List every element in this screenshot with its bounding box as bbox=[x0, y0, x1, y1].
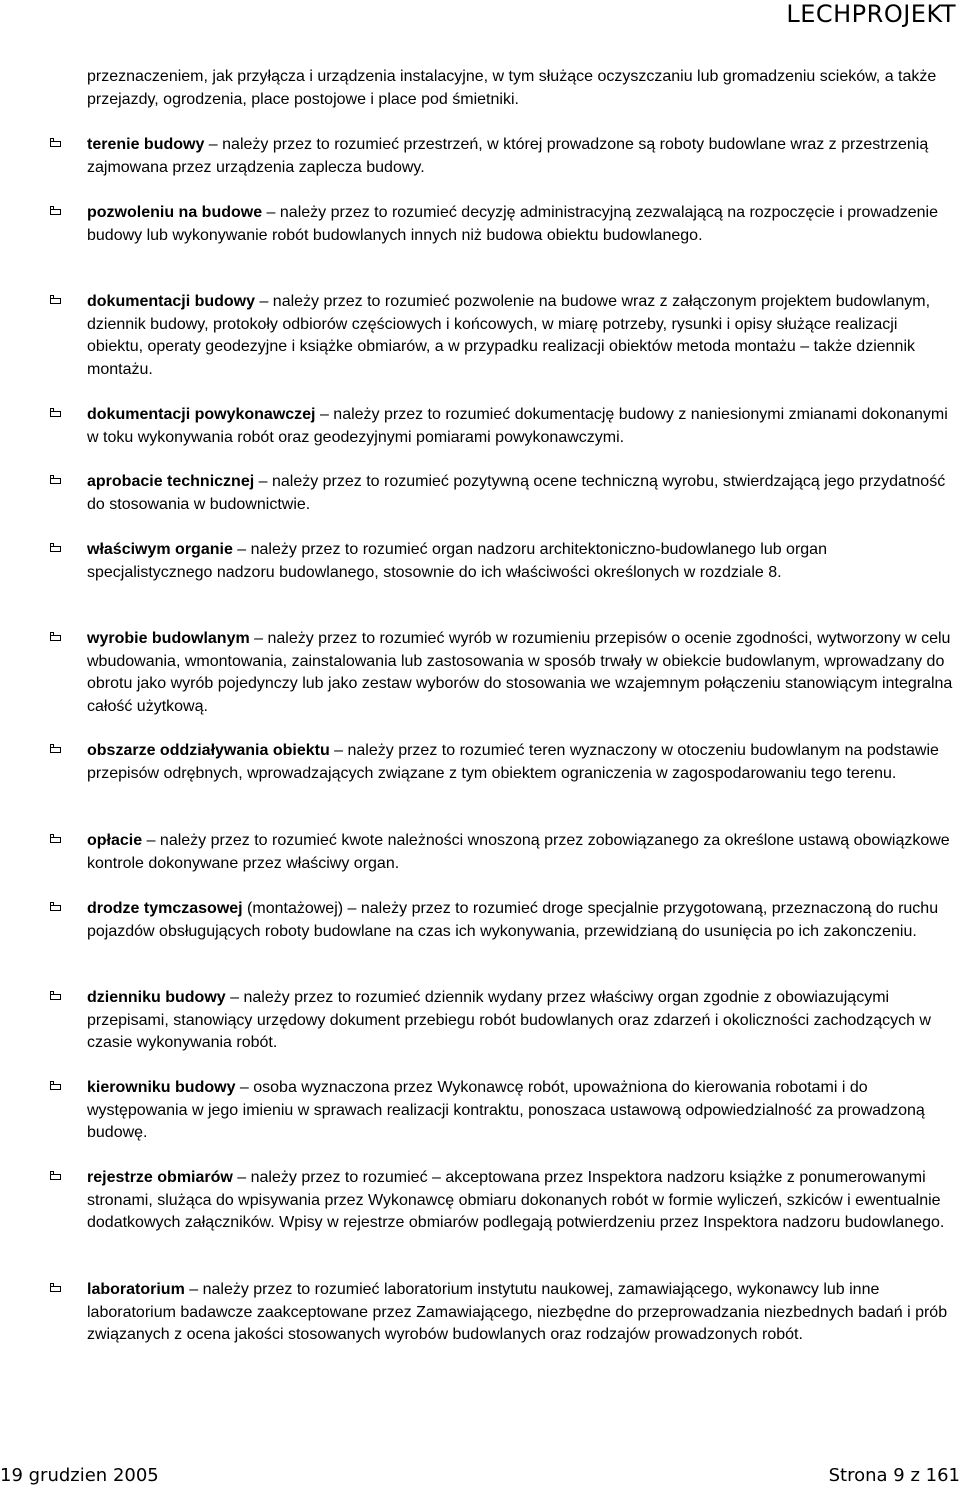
definition-body: – należy przez to rozumieć wyrób w rozumieniu przepisów o ocenie zgodności, wytworzony w celu wbudowania, wmontowania, zainstalowania lub zastosowania w sposób trwały w obiekcie budowlanym, wprowadzany do obrotu jako wyrób pojedynczy lub jako zestaw wyborów do stosowania we wzajemnym połączeniu stanowiącym integralna całość użytkową. bbox=[87, 630, 953, 715]
intro-paragraph: przeznaczeniem, jak przyłącza i urządzenia instalacyjne, w tym służące oczyszczaniu lub gromadzeniu scieków, a także przejazdy, ogrodzenia, place postojowe i place pod śmietniki. bbox=[87, 68, 937, 108]
definition-text bbox=[87, 987, 955, 1055]
definition-text bbox=[87, 898, 955, 943]
definition-body: – należy przez to rozumieć decyzję administracyjną zezwalającą na rozpoczęcie i prowadzenie budowy lub wykonywanie robót budowlanych innych niż budowa obiektu budowlanego. bbox=[87, 204, 938, 244]
definition-term: laboratorium bbox=[87, 1281, 185, 1298]
definition-text bbox=[87, 628, 955, 718]
definition-term: pozwoleniu na budowe bbox=[87, 204, 263, 221]
definition-body: – należy przez to rozumieć pozwolenie na budowe wraz z załączonym projektem budowlanym, dziennik budowy, protokoły odbiorów częściowych i końcowych, w miarę potrzeby, rysunki i opisy służące realizacji obiektu, operaty geodezyjne i książke obmiarów, a w przypadku realizacji obiektów metoda montażu – także dziennik montażu. bbox=[87, 293, 931, 378]
definition-body: – należy przez to rozumieć dokumentację budowy z naniesionymi zmianami dokonanymi w toku wykonywania robót oraz geodezyjnymi pomiarami powykonawczymi. bbox=[87, 406, 948, 446]
definition-text bbox=[87, 830, 955, 875]
bullet-icon bbox=[50, 994, 61, 1000]
header-brand: LECHPROJEKT bbox=[786, 0, 956, 28]
definition-body: – należy przez to rozumieć laboratorium instytutu naukowej, zamawiającego, wykonawcy lub inne laboratorium badawcze zaakceptowane przez Zamawiającego, niezbędne do przeprowadzania niezbednych badań i prób związanych z ocena jakości stosowanych wyrobów budowlanych oraz rodzajów prowadzonych robót. bbox=[87, 1281, 948, 1343]
definition-text bbox=[87, 291, 955, 381]
bullet-icon bbox=[50, 298, 61, 304]
definition-term: drodze tymczasowej bbox=[87, 900, 243, 917]
bullet-icon bbox=[50, 411, 61, 417]
definition-term: wyrobie budowlanym bbox=[87, 630, 250, 647]
definition-text bbox=[87, 202, 955, 247]
definition-term: rejestrze obmiarów bbox=[87, 1169, 233, 1186]
bullet-icon bbox=[50, 1084, 61, 1090]
footer-date: 19 grudzien 2005 bbox=[0, 1465, 159, 1486]
definition-body: – należy przez to rozumieć teren wyznaczony w otoczeniu budowlanym na podstawie przepisów odrębnych, wprowadzających związane z tym obiektem ograniczenia w zagospodarowaniu tego terenu. bbox=[87, 742, 939, 782]
definition-term: dokumentacji powykonawczej bbox=[87, 406, 316, 423]
definition-text bbox=[87, 539, 955, 584]
definition-body: – należy przez to rozumieć organ nadzoru architektoniczno-budowlanego lub organ specjalistycznego nadzoru budowlanego, stosownie do ich właściwości określonych w rozdziale 8. bbox=[87, 541, 827, 581]
bullet-icon bbox=[50, 546, 61, 552]
definition-body: – należy przez to rozumieć kwote należności wnoszoną przez zobowiązanego za określone ustawą obowiązkowe kontrole dokonywane przez właściwy organ. bbox=[87, 832, 950, 872]
definition-term: terenie budowy bbox=[87, 136, 205, 153]
definition-text bbox=[87, 1279, 955, 1347]
definition-term: opłacie bbox=[87, 832, 143, 849]
definition-text bbox=[87, 404, 955, 449]
definition-body: – należy przez to rozumieć przestrzeń, w której prowadzone są roboty budowlane wraz z przestrzenią zajmowana przez urządzenia zaplecza budowy. bbox=[87, 136, 929, 176]
definition-text bbox=[87, 134, 955, 179]
bullet-icon bbox=[50, 837, 61, 843]
definition-term: kierowniku budowy bbox=[87, 1079, 236, 1096]
bullet-icon bbox=[50, 141, 61, 147]
bullet-icon bbox=[50, 905, 61, 911]
definition-body: – należy przez to rozumieć dziennik wydany przez właściwy organ zgodnie z obowiazującymi przepisami, stanowiący urzędowy dokument przebiegu robót budowlanych oraz zdarzeń i okoliczności zachodzących w czasie wykonywania robót. bbox=[87, 989, 931, 1051]
bullet-icon bbox=[50, 635, 61, 641]
bullet-icon bbox=[50, 747, 61, 753]
footer-page-number: Strona 9 z 161 bbox=[828, 1465, 960, 1486]
definition-term: dokumentacji budowy bbox=[87, 293, 256, 310]
bullet-icon bbox=[50, 1286, 61, 1292]
definition-text bbox=[87, 1167, 955, 1235]
definition-body: – należy przez to rozumieć – akceptowana przez Inspektora nadzoru książke z ponumerowanymi stronami, slużąca do wpisywania przez Wykonawcę obmiaru dokonanych robót w formie wyliczeń, szkiców i ewentualnie dodatkowych załączników. Wpisy w rejestrze obmiarów podlegają potwierdzeniu przez Inspektora nadzoru budowlanego. bbox=[87, 1169, 945, 1231]
bullet-icon bbox=[50, 209, 61, 215]
definition-term: dzienniku budowy bbox=[87, 989, 226, 1006]
definition-term: właściwym organie bbox=[87, 541, 233, 558]
definition-body: – należy przez to rozumieć pozytywną ocene techniczną wyrobu, stwierdzającą jego przydatność do stosowania w budownictwie. bbox=[87, 473, 946, 513]
definition-text bbox=[87, 1077, 955, 1145]
definition-term: obszarze oddziaływania obiektu bbox=[87, 742, 330, 759]
definition-body: – osoba wyznaczona przez Wykonawcę robót, upoważniona do kierowania robotami i do występowania w jego imieniu w sprawach realizacji kontraktu, ponoszaca ustawową odpowiedzialność za prowadzoną budowę. bbox=[87, 1079, 925, 1141]
definition-body: (montażowej) – należy przez to rozumieć droge specjalnie przygotowaną, przeznaczoną do ruchu pojazdów obsługujących roboty budowlane na czas ich wykonywania, przewidzianą do usunięcia po ich zakonczeniu. bbox=[87, 900, 939, 940]
definition-term: aprobacie technicznej bbox=[87, 473, 255, 490]
bullet-icon bbox=[50, 1174, 61, 1180]
definition-text bbox=[87, 471, 955, 516]
bullet-icon bbox=[50, 478, 61, 484]
definition-text bbox=[87, 740, 955, 785]
